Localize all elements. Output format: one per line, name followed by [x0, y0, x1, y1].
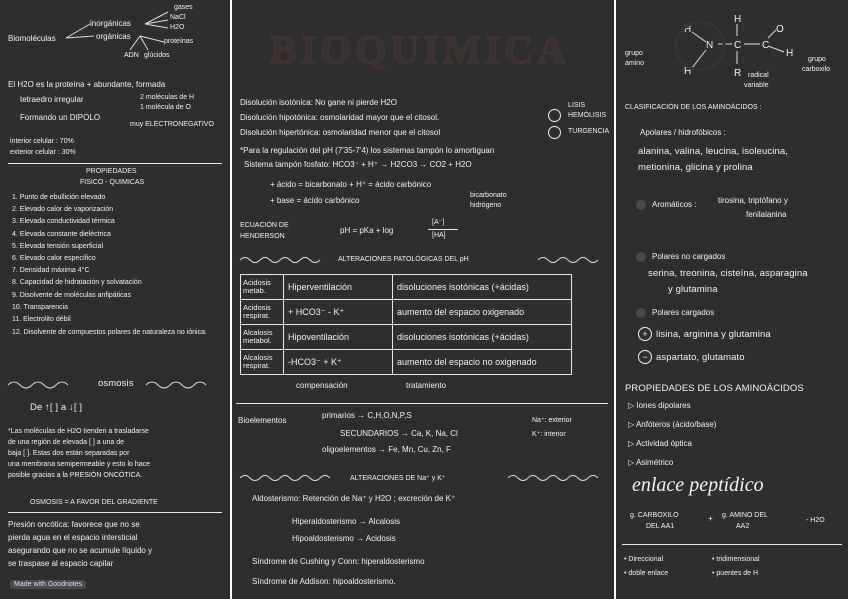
presion-line: asegurando que no se acumule líquido y [8, 546, 153, 555]
pnc-2: y glutamina [668, 284, 718, 295]
osmosis-title: osmosis [98, 378, 134, 389]
separator-3 [236, 403, 608, 404]
apolares-1: alanina, valina, leucina, isoleucina, [638, 146, 788, 157]
cushing-line: Síndrome de Cushing y Conn: hiperaldosterismo [252, 557, 425, 566]
ph-line-1: *Para la regulación del pH (7'35-7'4) los sistemas tampón lo amortiguan [240, 146, 495, 155]
biomol-root: Biomoléculas [8, 34, 56, 43]
alt-title: ALTERACIONES PATOLÓGICAS DEL pH [338, 256, 469, 263]
h2o-line-2: tetraedro irregular [20, 95, 84, 104]
bioel-label: Bioelementos [238, 416, 287, 425]
minus-icon: − [638, 350, 652, 364]
biomol-arrows [60, 10, 230, 58]
feat-text: doble enlace [628, 570, 669, 577]
props-title: PROPIEDADES [86, 168, 137, 175]
ph-line-2: Sistema tampón fosfato: HCO3⁻ + H⁺ → H2CO3 → CO2 + H2O [244, 160, 472, 169]
eq1-2: DEL AA1 [646, 523, 675, 530]
pc-text: Polares cargados [652, 308, 715, 318]
bioel-oligo: oligoelementos → Fe, Mn, Cu, Zn, F [322, 445, 451, 454]
feat-text: tridimensional [716, 556, 760, 563]
presion-line: pierda agua en el espacio intersticial [8, 533, 138, 542]
pnc-text: Polares no cargados [652, 252, 726, 262]
turgencia-label: TURGENCIA [568, 128, 610, 135]
biomol-adn: ADN [124, 52, 139, 59]
biomol-nacl: NaCl [170, 14, 186, 21]
percent-exterior: exterior celular : 30% [10, 149, 76, 156]
henderson-label: HENDERSON [240, 233, 285, 240]
aromat-label [636, 200, 696, 210]
list-item-text: Actividad óptica [635, 439, 692, 448]
ecuacion-label: ECUACIÓN DE [240, 222, 289, 229]
prop-item: 5. Elevada tensión superficial [12, 242, 104, 250]
disol-hipertonica: Disolución hipertónica: osmolaridad menor que el citosol [240, 128, 441, 137]
osmosis-line: *Las moléculas de H2O tienden a trasladarse [8, 428, 149, 435]
pc-pos-text: lisina, arginina y glutamina [656, 329, 771, 340]
osmosis-line: de una región de elevada [ ] a una de [8, 439, 124, 446]
svg-text:H: H [786, 48, 794, 59]
goodnotes-logo: Made with Goodnotes [10, 580, 86, 589]
biomol-inorg: inorgánicas [90, 19, 131, 28]
list-item: ▷ Actividad óptica [628, 439, 692, 448]
row-header: Alcalosis respirat. [241, 350, 284, 375]
radical-2: variable [744, 82, 769, 89]
grupo-carb-1: grupo [808, 56, 826, 63]
lisis-label: LISIS [568, 102, 586, 109]
grupo-carb-2: carboxilo [802, 66, 831, 73]
prop-item: 3. Elevada conductividad térmica [12, 218, 115, 226]
table-row [241, 325, 572, 350]
eq2-2: AA2 [736, 523, 750, 530]
hipo-line: Hipoaldosterismo → Acidosis [292, 534, 396, 543]
aromat-text: Aromáticos : [652, 200, 697, 210]
pnc-1: serina, treonina, cisteína, asparagina [648, 268, 808, 279]
grupo-amino-2: amino [625, 60, 645, 67]
biomol-org: orgánicas [96, 32, 131, 41]
h2o-line-1: El H2O es la proteína + abundante, formada [8, 80, 166, 89]
apolares-label: Apolares / hidrofóbicos : [640, 128, 726, 137]
table-cell: + HCO3⁻ - K⁺ [284, 300, 393, 325]
plus-sign: + [708, 514, 713, 523]
eq1-1: g. CARBOXILO [630, 512, 679, 519]
svg-text:N: N [706, 40, 714, 51]
list-item-text: Asimétrico [635, 458, 674, 467]
ph-line-4: + base = ácido carbónico [270, 196, 360, 205]
ph-formula: pH = pKa + log [340, 226, 394, 235]
k-int: K⁺: interior [532, 431, 566, 438]
presion-line: Presión oncótica: favorece que no se [8, 520, 140, 529]
prop-aa-title: PROPIEDADES DE LOS AMINOÁCIDOS [625, 383, 804, 394]
frac-bar [428, 229, 458, 230]
divider-right [614, 0, 616, 599]
prop-item: 1. Punto de ebullición elevado [12, 194, 106, 201]
h2o-note-2: 1 molécula de O [140, 104, 191, 111]
cell-icon [548, 109, 561, 122]
prop-item: 12. Disolvente de compuestos polares de naturaleza no iónica. [12, 329, 207, 337]
grupo-amino-1: grupo [625, 50, 643, 57]
list-item: ▷ Iones dipolares [628, 401, 691, 410]
prop-item: 7. Densidad máxima 4°C [12, 267, 90, 275]
aromat-2: fenilalanina [746, 210, 787, 219]
presion-line: se traspase al espacio capilar [8, 559, 114, 568]
props-list [12, 194, 212, 338]
separator-2 [8, 512, 222, 513]
enlace-title: enlace peptídico [632, 474, 764, 496]
prop-item: 2. Elevado calor de vaporización [12, 206, 114, 214]
prop-item: 8. Capacidad de hidratación y solvatación [12, 279, 142, 287]
eq-result: - H2O [806, 517, 825, 524]
biomol-gases: gases [174, 4, 193, 11]
prop-item: 10. Transparencia [12, 303, 69, 311]
table-cell: Hiperventilación [284, 275, 393, 300]
frac-top: [A⁻] [432, 219, 445, 226]
prop-item: 4. Elevada constante dieléctrica [12, 230, 111, 238]
alt-table [240, 274, 572, 375]
ph-line-3: + ácido = bicarbonato + H⁺ = ácido carbónico [270, 180, 432, 189]
divider-left [230, 0, 232, 599]
clasif-title: CLASIFICACIÓN DE LOS AMINOÁCIDOS : [625, 104, 762, 111]
disol-isotonica: Disolución isotónica: No gane ni pierde H2O [240, 98, 397, 107]
table-cell: disoluciones isotónicas (+ácidas) [393, 275, 572, 300]
table-row [241, 275, 572, 300]
svg-text:R: R [734, 68, 742, 79]
biomol-h2o: H2O [170, 24, 185, 31]
table-cell: -HCO3⁻ + K⁺ [284, 350, 393, 375]
bullet-icon [636, 308, 646, 318]
prop-item: 6. Elevado calor específico [12, 254, 96, 262]
compensacion-label: compensación [296, 381, 348, 390]
feat-4: • puentes de H [712, 570, 759, 577]
alt2-title: ALTERACIONES DE Na⁺ y K⁺ [350, 475, 446, 482]
osmosis-favor: OSMOSIS = A FAVOR DEL GRADIENTE [30, 499, 158, 506]
radical-1: radical [748, 72, 769, 79]
bicarb-label: bicarbonato [470, 192, 507, 199]
bullet-icon [636, 200, 646, 210]
props-subtitle: FISICO - QUIMICAS [80, 179, 145, 186]
presion-text [8, 520, 152, 572]
percent-interior: interior celular : 70% [10, 138, 74, 145]
table-cell: disoluciones isotónicas (+ácidas) [393, 325, 572, 350]
prop-aa-list [628, 401, 716, 477]
osmosis-formula: De ↑[ ] a ↓[ ] [30, 402, 83, 413]
disol-hipotonica: Disolución hipotónica: osmolaridad mayor que el citosol. [240, 113, 440, 122]
h2o-note-3: muy ELECTRONEGATIVO [130, 121, 214, 128]
plus-icon: + [638, 327, 652, 341]
row-header: Acidosis metab. [241, 275, 284, 300]
pc-neg [638, 350, 745, 364]
table-cell: Hipoventilación [284, 325, 393, 350]
list-item-text: Anfóteros (ácido/base) [635, 420, 717, 429]
biomol-glucidos: glúcidos [144, 52, 170, 59]
list-item: ▷ Asimétrico [628, 458, 674, 467]
eq2-1: g. AMINO DEL [722, 512, 768, 519]
hidrog-label: hidrógeno [470, 202, 502, 209]
apolares-2: metionina, glicina y prolina [638, 162, 753, 173]
aromat-1: tirosina, triptófano y [718, 196, 788, 205]
tratamiento-label: tratamiento [406, 381, 447, 390]
svg-text:H: H [684, 66, 692, 77]
row-header: Alcalosis metabol. [241, 325, 284, 350]
frac-bot: [HA] [432, 232, 446, 239]
pc-label [636, 308, 714, 318]
svg-text:C: C [734, 40, 742, 51]
svg-text:H: H [684, 24, 692, 35]
bioel-secundarios: SECUNDARIOS → Ca, K, Na, Cl [340, 429, 458, 438]
svg-text:H: H [734, 14, 742, 25]
pc-neg-text: aspartato, glutamato [656, 352, 745, 363]
aminoacid-structure [670, 6, 810, 86]
osmosis-line: una membrana semipermeable y esto lo hace [8, 461, 151, 468]
table-cell: aumento del espacio no oxigenado [393, 350, 572, 375]
table-row [241, 350, 572, 375]
osmosis-line: posible gracias a la PRESIÓN ONCÓTICA. [8, 472, 143, 479]
row-header: Acidosis respirat. [241, 300, 284, 325]
osmosis-line: baja [ ]. Estas dos están separadas por [8, 450, 130, 457]
osmosis-text [8, 428, 150, 483]
page-title: BIOQUIMICA [270, 27, 571, 72]
table-cell: aumento del espacio oxigenado [393, 300, 572, 325]
h2o-note-1: 2 moléculas de H [140, 94, 195, 101]
svg-text:O: O [776, 24, 784, 35]
biomol-proteinas: proteínas [164, 38, 194, 45]
feat-2: • doble enlace [624, 570, 669, 577]
cell-icon [548, 126, 561, 139]
list-item: ▷ Anfóteros (ácido/base) [628, 420, 717, 429]
hemolisis-label: HEMÓLISIS [568, 112, 607, 119]
pnc-label [636, 252, 725, 262]
addison-line: Síndrome de Addison: hipoaldosterismo. [252, 577, 396, 586]
svg-text:C: C [762, 40, 770, 51]
bullet-icon [636, 252, 646, 262]
separator-4 [622, 544, 842, 545]
feat-text: puentes de H [716, 570, 759, 577]
prop-item: 9. Disolvente de moléculas anfipáticas [12, 291, 132, 299]
table-row [241, 300, 572, 325]
separator-1 [8, 163, 222, 164]
bioel-primarios: primarios → C,H,O,N,P,S [322, 411, 412, 420]
h2o-line-3: Formando un DIPOLO [20, 113, 101, 122]
hiper-line: Hiperaldosterismo → Alcalosis [292, 517, 401, 526]
pc-pos [638, 327, 771, 341]
na-ext: Na⁺: exterior [532, 417, 572, 424]
list-item-text: Iones dipolares [636, 401, 691, 410]
feat-1: • Direccional [624, 556, 664, 563]
feat-3: • tridimensional [712, 556, 760, 563]
aldo-line: Aldosterismo: Retención de Na⁺ y H2O ; excreción de K⁺ [252, 494, 456, 503]
prop-item: 11. Electrolito débil [12, 315, 71, 323]
feat-text: Direccional [628, 556, 664, 563]
